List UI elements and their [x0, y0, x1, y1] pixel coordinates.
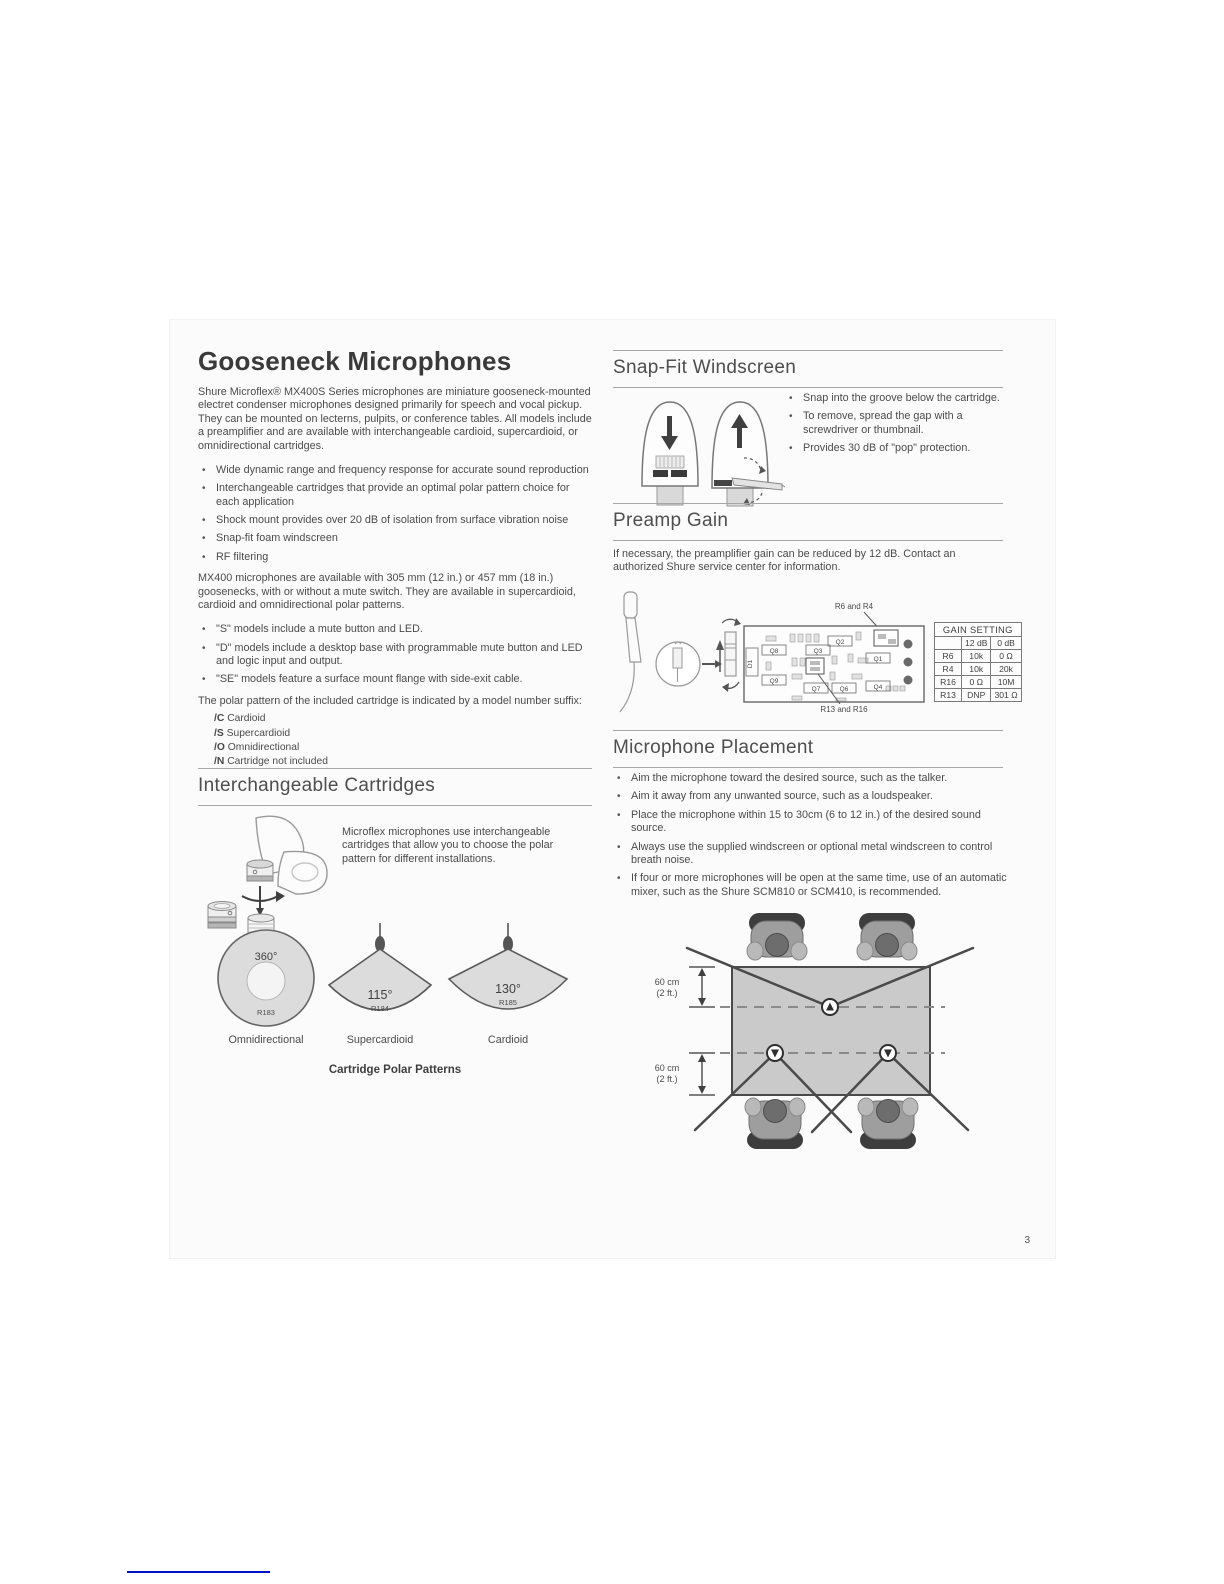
list-item — [198, 642, 592, 669]
cartridge-held — [247, 860, 273, 881]
section-heading-preamp-gain: Preamp Gain — [613, 503, 1003, 541]
bullet-marker: • — [202, 642, 206, 654]
gain-cell: 0 Ω — [962, 676, 991, 689]
dimension-value: 60 cm — [654, 1063, 680, 1073]
cartridge-spare — [208, 902, 236, 929]
polar-patterns-caption: Cartridge Polar Patterns — [328, 1064, 462, 1076]
section-heading-interchangeable-cartridges: Interchangeable Cartridges — [198, 768, 592, 806]
gain-row — [935, 650, 1022, 663]
list-item — [198, 623, 592, 636]
gain-table-title: GAIN SETTING — [935, 623, 1022, 637]
gain-cell: 0 Ω — [991, 650, 1021, 663]
page-title: Gooseneck Microphones — [198, 346, 512, 376]
supercardioid-pattern-diagram — [315, 923, 445, 1028]
footer-link-underline — [127, 1571, 270, 1573]
list-item — [613, 841, 1013, 868]
component-ref: D1 — [747, 659, 754, 669]
bullet-marker: • — [789, 393, 793, 404]
placement-bullet: If four or more microphones will be open at the same time, use of an automatic mixer, such as the Shure SCM810 or SCM410, is recommended. — [631, 872, 1007, 898]
list-item — [785, 410, 1015, 437]
table-placement-diagram — [635, 895, 1000, 1175]
feature-text: Interchangeable cartridges that provide an optimal polar pattern choice for each application — [216, 482, 570, 508]
pattern-angle-label: 115° — [367, 988, 393, 1002]
person-top-right — [857, 913, 917, 960]
pattern-name: Omnidirectional — [228, 1034, 304, 1046]
page-number: 3 — [1024, 1235, 1030, 1246]
omnidirectional-pattern-diagram — [201, 926, 331, 1028]
board-pads — [904, 640, 913, 685]
model-text: "S" models include a mute button and LED. — [216, 623, 423, 636]
document-page — [170, 320, 1055, 1258]
model-list — [198, 623, 592, 687]
gain-row — [935, 663, 1022, 676]
component-ref: Q3 — [813, 648, 823, 655]
bullet-marker: • — [617, 809, 621, 821]
suffix-label: Supercardioid — [226, 727, 291, 739]
left-column — [198, 346, 592, 770]
feature-text: RF filtering — [216, 550, 269, 563]
gain-cell: 10k — [962, 663, 991, 676]
suffix-row — [214, 727, 592, 740]
bullet-marker: • — [789, 443, 793, 455]
bullet-marker: • — [617, 841, 621, 853]
list-item — [198, 532, 592, 545]
suffix-label: Cardioid — [227, 713, 266, 725]
feature-list — [198, 464, 592, 564]
microphone-symbol-top — [822, 999, 838, 1015]
gain-cell: R16 — [935, 676, 962, 689]
bullet-marker: • — [202, 674, 206, 686]
conference-table — [732, 967, 930, 1095]
preamp-disassembly-illustration — [608, 590, 743, 718]
placement-bullet: Aim the microphone toward the desired source, such as the talker. — [631, 772, 948, 784]
cardioid-pattern-diagram — [443, 923, 573, 1028]
pattern-angle-label: 130° — [495, 982, 521, 996]
pattern-model-label: R185 — [499, 998, 517, 1007]
section-heading-snap-fit-windscreen: Snap-Fit Windscreen — [613, 350, 1003, 388]
pattern-angle-label: 360° — [254, 951, 278, 963]
arrow-right-icon — [702, 660, 722, 668]
feature-text: Wide dynamic range and frequency response for accurate sound reproduction — [216, 463, 589, 476]
dimension-marks — [689, 967, 715, 1095]
gain-cell: 10M — [991, 676, 1021, 689]
gain-cell: 10k — [962, 650, 991, 663]
component-ref: Q8 — [769, 648, 779, 655]
component-ref: Q4 — [873, 684, 883, 691]
placement-bullets — [613, 772, 1013, 904]
list-item — [613, 790, 1013, 803]
windscreen-bullet: Snap into the groove below the cartridge. — [803, 392, 1000, 404]
dimension-unit: (2 ft.) — [656, 988, 678, 998]
preamp-body: If necessary, the preamplifier gain can be reduced by 12 dB. Contact an authorized Shure service center for information. — [613, 548, 956, 574]
model-text: "D" models include a desktop base with programmable mute button and LED and logic input and output. — [216, 641, 583, 667]
list-item — [198, 514, 592, 527]
bullet-marker: • — [202, 464, 206, 476]
model-text: "SE" models feature a surface mount flange with side-exit cable. — [216, 673, 523, 686]
gain-cell: R13 — [935, 689, 962, 702]
gooseneck-microphone — [620, 592, 641, 712]
list-item — [198, 464, 592, 477]
gain-col-header: 0 dB — [991, 637, 1021, 650]
board-label-r6-r4: R6 and R4 — [834, 602, 874, 611]
rotate-arrow-icon — [242, 886, 285, 916]
suffix-label: Cartridge not included — [227, 756, 328, 768]
magnifier-detail — [656, 642, 700, 686]
dimension-value: 60 cm — [654, 977, 680, 987]
availability-paragraph: MX400 microphones are available with 305 mm (12 in.) or 457 mm (18 in.) goosenecks, with or without a mute switch. They are available in supercardioid, cardioid and omnidirectional polar patterns. — [198, 572, 576, 611]
person-top-left — [747, 913, 807, 960]
list-item — [198, 673, 592, 686]
feature-text: Snap-fit foam windscreen — [216, 532, 338, 545]
windscreen-right — [712, 402, 785, 506]
bullet-marker: • — [202, 551, 206, 563]
microphone-symbol-bottom-left — [767, 1045, 783, 1061]
list-item — [613, 809, 1013, 836]
component-ref: Q6 — [839, 686, 849, 693]
feature-text: Shock mount provides over 20 dB of isolation from surface vibration noise — [216, 514, 569, 526]
component-ref: Q1 — [873, 656, 883, 663]
bullet-marker: • — [202, 533, 206, 545]
dimension-unit: (2 ft.) — [656, 1074, 678, 1084]
section-heading-microphone-placement: Microphone Placement — [613, 730, 1003, 768]
bullet-marker: • — [617, 791, 621, 803]
gain-cell — [935, 637, 962, 650]
suffix-row — [214, 755, 592, 768]
windscreen-illustration — [620, 390, 785, 508]
gain-resistors-bottom — [806, 658, 824, 674]
bullet-marker: • — [202, 624, 206, 636]
bullet-marker: • — [202, 483, 206, 495]
suffix-code: /C — [214, 713, 225, 725]
pattern-model-label: R183 — [257, 1008, 275, 1017]
person-bottom-left — [745, 1098, 805, 1149]
bullet-marker: • — [202, 515, 206, 526]
microphone-symbol-bottom-right — [880, 1045, 896, 1061]
suffix-code: /N — [214, 756, 225, 768]
gain-row — [935, 676, 1022, 689]
suffix-row — [214, 712, 592, 725]
suffix-code: /S — [214, 727, 224, 739]
bullet-marker: • — [789, 411, 793, 423]
suffix-list — [214, 712, 592, 769]
windscreen-left — [642, 402, 698, 505]
suffix-label: Omnidirectional — [227, 741, 300, 753]
windscreen-bullets — [785, 392, 1015, 461]
gain-table-header-row — [935, 637, 1022, 650]
gain-table-title-row — [935, 623, 1022, 637]
pattern-name: Supercardioid — [346, 1034, 414, 1046]
cartridges-body: Microflex microphones use interchangeable cartridges that allow you to choose the polar pattern for different installations. — [342, 826, 554, 865]
list-item — [198, 551, 592, 564]
gain-row — [935, 689, 1022, 702]
gain-cell: R4 — [935, 663, 962, 676]
placement-bullet: Aim it away from any unwanted source, such as a loudspeaker. — [631, 790, 933, 803]
component-ref: Q7 — [811, 686, 821, 693]
bullet-marker: • — [617, 773, 621, 784]
placement-bullet: Always use the supplied windscreen or optional metal windscreen to control breath noise. — [631, 840, 993, 866]
bullet-marker: • — [617, 873, 621, 885]
intro-paragraph: Shure Microflex® MX400S Series microphones are miniature gooseneck-mounted electret condenser microphones designed primarily for speech and vocal pickup. They can be mounted on lecterns, pulpits, or conference tables. All models include a preamplifier and are available with interchangeable cardioid, supercardioid, or omnidirectional cartridges. — [198, 386, 592, 452]
windscreen-bullet: Provides 30 dB of "pop" protection. — [803, 442, 971, 455]
list-item — [613, 772, 1013, 785]
gain-setting-table — [934, 622, 1022, 702]
component-ref: Q2 — [835, 639, 845, 646]
list-item — [785, 392, 1015, 405]
component-ref: Q9 — [769, 678, 779, 685]
suffix-intro: The polar pattern of the included cartridge is indicated by a model number suffix: — [198, 694, 582, 707]
pattern-name: Cardioid — [487, 1034, 529, 1046]
suffix-row — [214, 741, 592, 754]
hand-fingers — [256, 816, 327, 894]
gain-resistors-top — [874, 630, 898, 646]
person-bottom-right — [858, 1098, 918, 1149]
placement-bullet: Place the microphone within 15 to 30cm (6 to 12 in.) of the desired sound source. — [631, 808, 981, 835]
windscreen-bullet: To remove, spread the gap with a screwdriver or thumbnail. — [803, 410, 963, 436]
preamp-circuit-board — [736, 598, 936, 716]
gain-cell: 301 Ω — [991, 689, 1021, 702]
gain-col-header: 12 dB — [962, 637, 991, 650]
list-item — [198, 482, 592, 509]
gain-cell: R6 — [935, 650, 962, 663]
list-item — [785, 442, 1015, 455]
suffix-code: /O — [214, 741, 225, 753]
board-label-r13-r16: R13 and R16 — [820, 705, 868, 714]
gain-cell: 20k — [991, 663, 1021, 676]
gain-cell: DNP — [962, 689, 991, 702]
pattern-model-label: R184 — [371, 1004, 389, 1013]
